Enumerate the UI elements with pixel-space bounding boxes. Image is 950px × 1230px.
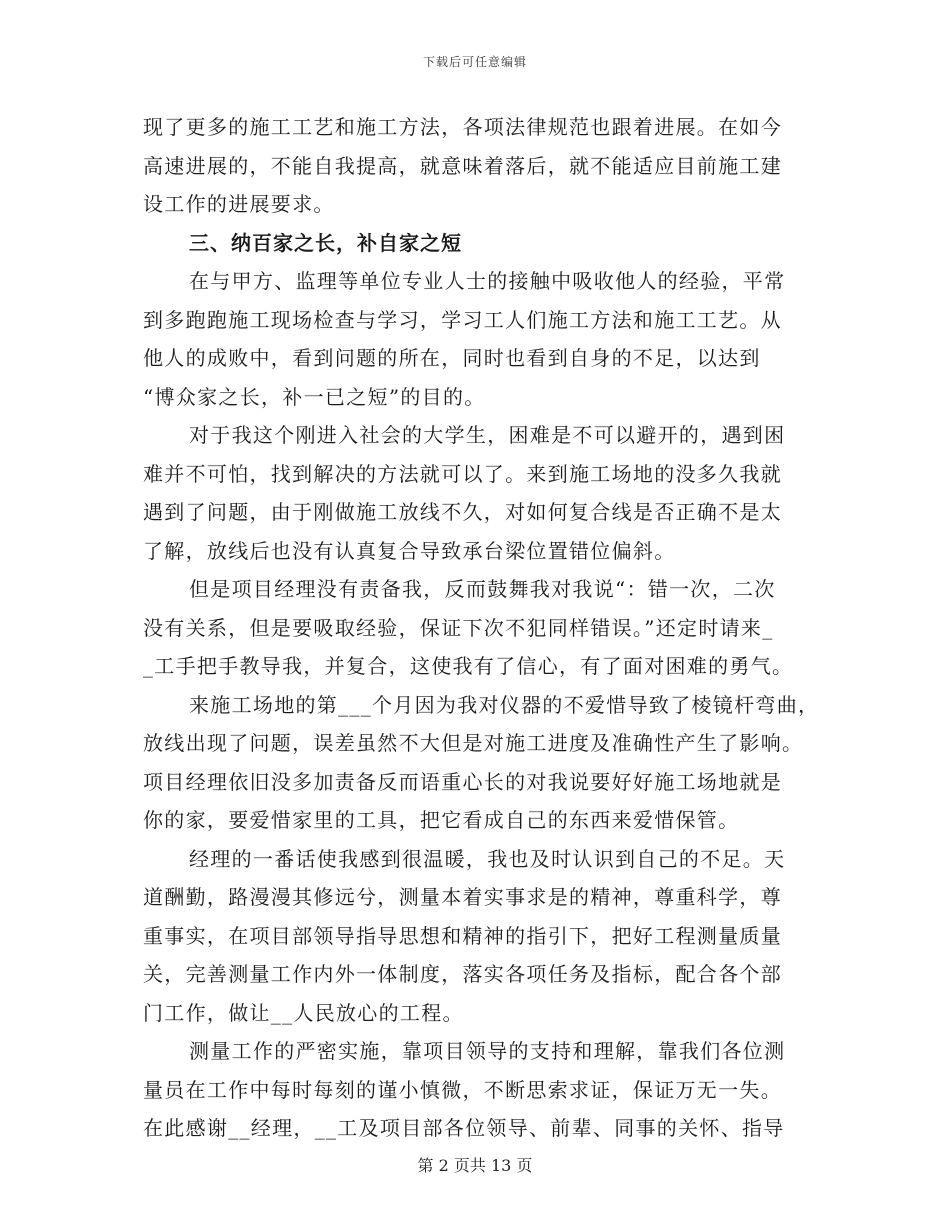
- text-line: 关，完善测量工作内外一体制度，落实各项任务及指标，配合各个部: [143, 962, 782, 986]
- page-header: 下载后可任意编辑: [422, 55, 527, 69]
- text-line: 但是项目经理没有责备我，反而鼓舞我对我说“：错一次，二次: [189, 577, 776, 601]
- text-line: 放线出现了问题，误差虽然不大但是对施工进度及准确性产生了影响。: [143, 731, 804, 755]
- text-line: 量员在工作中每时每刻的谨小慎微，不断思索求证，保证万无一失。: [143, 1077, 782, 1102]
- text-line: 了解，放线后也没有认真复合导致承台梁位置错位偏斜。: [143, 538, 676, 563]
- text-line: 道酬勤，路漫漫其修远兮，测量本着实事求是的精神，尊重科学，尊: [143, 885, 782, 909]
- page-number: 第 2 页共 13 页: [417, 1156, 533, 1175]
- text-line: 设工作的进展要求。: [143, 192, 335, 216]
- text-line: 遇到了问题，由于刚做施工放线不久，对如何复合线是否正确不是太: [143, 500, 782, 524]
- text-line: 你的家，要爱惜家里的工具，把它看成自己的东西来爱惜保管。: [143, 808, 740, 832]
- text-line: 项目经理依旧没多加责备反而语重心长的对我说要好好施工场地就是: [143, 769, 782, 794]
- text-line: 现了更多的施工工艺和施工方法，各项法律规范也跟着进展。在如今: [143, 115, 782, 139]
- text-line: 高速进展的，不能自我提高，就意味着落后，就不能适应目前施工建: [143, 153, 782, 178]
- text-line: 对于我这个刚进入社会的大学生，困难是不可以避开的，遇到困: [189, 423, 786, 447]
- text-line: 到多跑跑施工现场检查与学习，学习工人们施工方法和施工工艺。从: [143, 307, 782, 332]
- text-line: 他人的成败中，看到问题的所在，同时也看到自身的不足，以达到: [143, 346, 761, 370]
- text-line: 门工作，做让__人民放心的工程。: [143, 1000, 464, 1025]
- text-line: _工手把手教导我，并复合，这使我有了信心，有了面对困难的勇气。: [143, 654, 794, 678]
- text-line: 测量工作的严密实施，靠项目领导的支持和理解，靠我们各位测: [189, 1039, 786, 1063]
- text-line: 难并不可怕，找到解决的方法就可以了。来到施工场地的没多久我就: [143, 461, 782, 486]
- text-line: 在与甲方、监理等单位专业人士的接触中吸收他人的经验，平常: [189, 269, 786, 293]
- text-line: 在此感谢__经理，__工及项目部各位领导、前辈、同事的关怀、指导: [143, 1116, 785, 1140]
- section-heading: 三、纳百家之长，补自家之短: [189, 230, 462, 255]
- text-line: 来施工场地的第___个月因为我对仪器的不爱惜导致了棱镜杆弯曲，: [189, 692, 820, 717]
- text-line: 重事实，在项目部领导指导思想和精神的指引下，把好工程测量质量: [143, 923, 782, 948]
- text-line: 没有关系，但是要吸取经验，保证下次不犯同样错误。”还定时请来_: [143, 615, 774, 640]
- text-line: “博众家之长，补一已之短”的目的。: [143, 384, 486, 409]
- text-line: 经理的一番话使我感到很温暖，我也及时认识到自己的不足。天: [189, 846, 786, 871]
- document-body: [143, 108, 833, 1148]
